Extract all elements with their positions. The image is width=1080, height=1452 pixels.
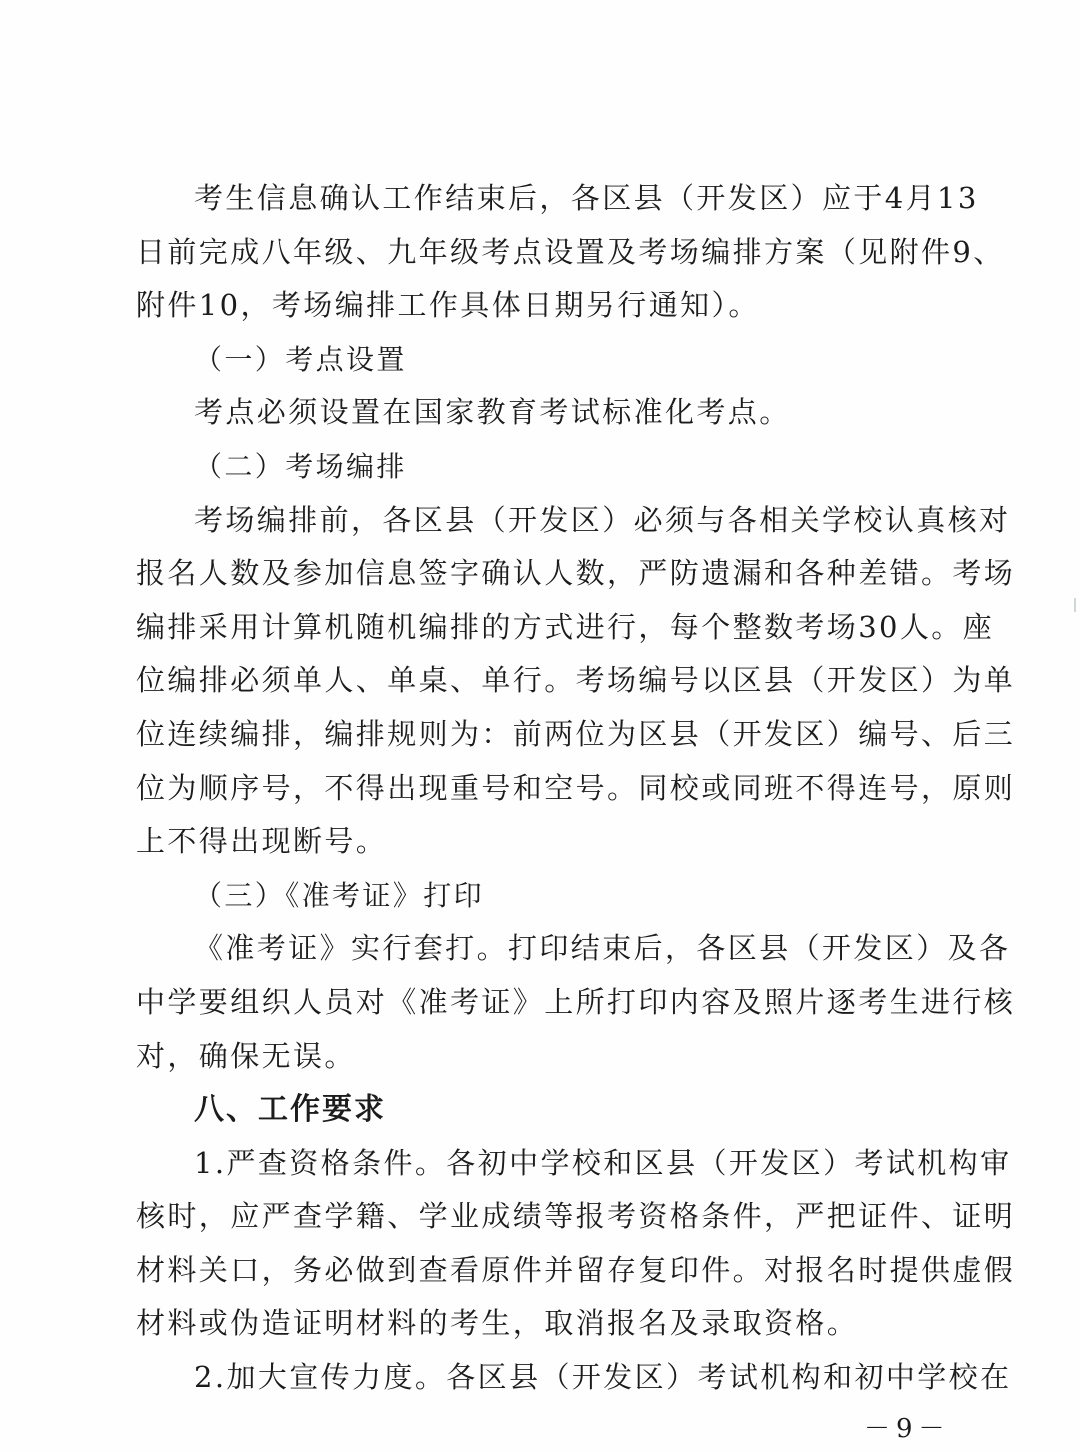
subsection-heading: （二）考场编排 — [194, 449, 407, 483]
text-line: 对，确保无误。 — [136, 1038, 356, 1073]
text-line: 附件10，考场编排工作具体日期另行通知）。 — [136, 288, 760, 323]
page-edge-mark — [1074, 598, 1076, 612]
subsection-heading: （三）《准考证》打印 — [194, 878, 485, 912]
subsection-heading: （一）考点设置 — [194, 342, 407, 376]
text-line: 位连续编排，编排规则为：前两位为区县（开发区）编号、后三 — [136, 716, 1016, 751]
text-line: 核时，应严查学籍、学业成绩等报考资格条件，严把证件、证明 — [136, 1199, 1016, 1234]
text-line: 2.加大宣传力度。各区县（开发区）考试机构和初中学校在 — [194, 1360, 1012, 1395]
text-line: 材料或伪造证明材料的考生，取消报名及录取资格。 — [136, 1306, 859, 1341]
section-heading: 八、工作要求 — [194, 1092, 386, 1128]
text-line: 位编排必须单人、单桌、单行。考场编号以区县（开发区）为单 — [136, 663, 1016, 698]
text-line: 编排采用计算机随机编排的方式进行，每个整数考场30人。座 — [136, 609, 995, 644]
text-line: 《准考证》实行套打。打印结束后，各区县（开发区）及各 — [194, 931, 1011, 966]
text-line: 1.严查资格条件。各初中学校和区县（开发区）考试机构审 — [194, 1145, 1012, 1180]
text-line: 考生信息确认工作结束后，各区县（开发区）应于4月13 — [194, 181, 979, 215]
page-number: －9－ — [864, 1414, 951, 1444]
text-line: 考场编排前，各区县（开发区）必须与各相关学校认真核对 — [194, 502, 1011, 537]
text-line: 位为顺序号，不得出现重号和空号。同校或同班不得连号，原则 — [136, 770, 1016, 805]
text-line: 日前完成八年级、九年级考点设置及考场编排方案（见附件9、 — [136, 234, 1005, 269]
text-line: 上不得出现断号。 — [136, 824, 388, 859]
text-line: 考点必须设置在国家教育考试标准化考点。 — [194, 395, 791, 430]
text-line: 报名人数及参加信息签字确认人数，严防遗漏和各种差错。考场 — [136, 556, 1016, 591]
text-line: 中学要组织人员对《准考证》上所打印内容及照片逐考生进行核 — [136, 984, 1016, 1019]
text-line: 材料关口，务必做到查看原件并留存复印件。对报名时提供虚假 — [136, 1252, 1016, 1287]
document-body — [136, 172, 1016, 1405]
